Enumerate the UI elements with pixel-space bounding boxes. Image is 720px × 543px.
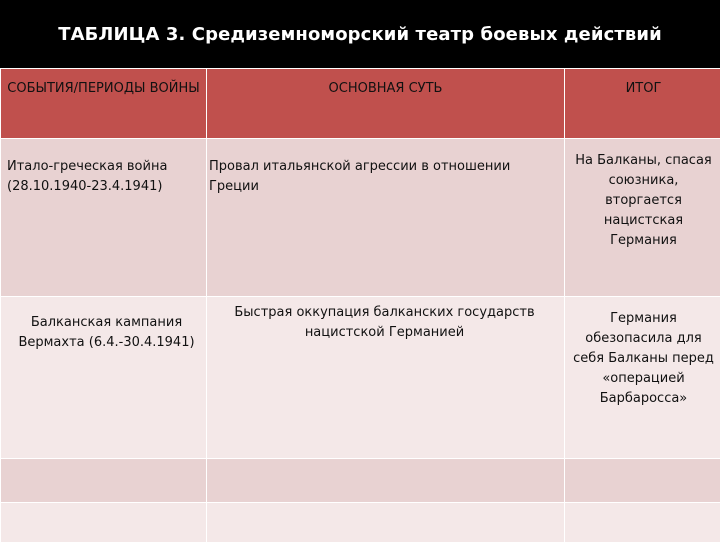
column-header-result: ИТОГ — [565, 69, 720, 139]
cell-event-text: Балканская кампания Вермахта (6.4.-30.4.1941) — [7, 313, 206, 353]
cell-essence — [207, 297, 565, 459]
war-events-table — [0, 68, 720, 543]
cell-essence — [207, 503, 565, 543]
table-header-row — [1, 69, 720, 139]
cell-essence — [207, 459, 565, 503]
column-header-events: СОБЫТИЯ/ПЕРИОДЫ ВОЙНЫ — [1, 69, 207, 139]
cell-event — [1, 503, 207, 543]
cell-result: На Балканы, спасая союзника, вторгается нацистская Германия — [565, 139, 720, 297]
cell-event — [1, 459, 207, 503]
page-title: ТАБЛИЦА 3. Средиземноморский театр боевых действий — [58, 24, 662, 45]
table-row — [1, 139, 720, 297]
cell-event: Итало-греческая война (28.10.1940-23.4.1941) — [1, 139, 207, 297]
cell-result — [565, 459, 720, 503]
cell-result — [565, 503, 720, 543]
table-row — [1, 503, 720, 543]
table-row — [1, 459, 720, 503]
column-header-essence: ОСНОВНАЯ СУТЬ — [207, 69, 565, 139]
cell-essence: Провал итальянской агрессии в отношении Греции — [207, 139, 565, 297]
table-row — [1, 297, 720, 459]
cell-essence-text: Быстрая оккупация балканских государств нацистской Германией — [209, 303, 560, 343]
cell-result: Германия обезопасила для себя Балканы перед «операцией Барбаросса» — [565, 297, 720, 459]
cell-event — [1, 297, 207, 459]
title-bar — [0, 0, 720, 68]
